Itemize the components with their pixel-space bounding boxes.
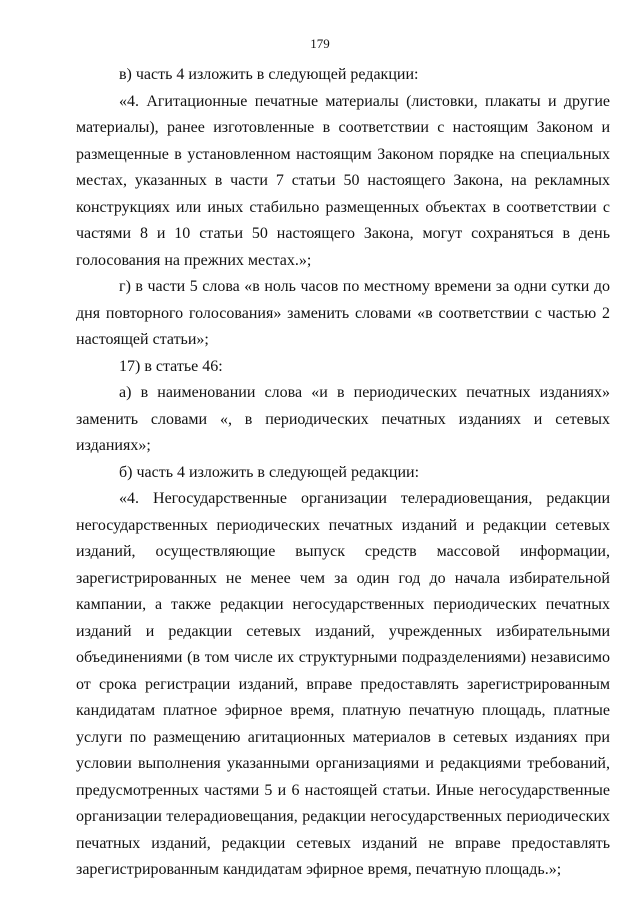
document-body: [76, 62, 610, 884]
paragraph-item-b: б) часть 4 изложить в следующей редакции:: [119, 463, 420, 481]
paragraph-item-v: в) часть 4 изложить в следующей редакции:: [119, 66, 419, 83]
paragraph-quote-part-4-organizations: «4. Негосударственные организации телерадиовещания, редакции негосударственных периодических печатных изданий и редакции сетевых изданий, осуществляющие выпуск средств массовой информации, зарегистрированных не менее чем за один год до начала избирательной кампании, а также редакции негосударственных периодических печатных изданий и редакции сетевых изданий, учрежденных избирательными объединениями (в том числе их структурными подразделениями) независимо от срока регистрации изданий, вправе предоставлять зарегистрированным кандидатам платное эфирное время, платную печатную площадь, платные услуги по размещению агитационных материалов в сетевых изданиях при условии выполнения указанными организациями и редакциями требований, предусмотренных частями 5 и 6 настоящей статьи. Иные негосударственные организации телерадиовещания, редакции негосударственных периодических печатных изданий, редакции сетевых изданий не вправе предоставлять зарегистрированным кандидатам эфирное время, печатную площадь.»;: [76, 490, 610, 878]
paragraph-quote-part-4-materials: «4. Агитационные печатные материалы (листовки, плакаты и другие материалы), ранее изготовленные в соответствии с настоящим Законом и размещенные в установленном настоящим Законом порядке на специальных местах, указанных в части 7 статьи 50 настоящего Закона, на рекламных конструкциях или иных стабильно размещенных объектах в соответствии с частями 8 и 10 статьи 50 настоящего Закона, могут сохраняться в день голосования на прежних местах.»;: [76, 92, 610, 269]
paragraph-item-a: а) в наименовании слова «и в периодических печатных изданиях» заменить словами «, в периодических печатных изданиях и сетевых изданиях»;: [76, 384, 610, 454]
paragraph-item-g: г) в части 5 слова «в ноль часов по местному времени за одни сутки до дня повторного голосования» заменить словами «в соответствии с частью 2 настоящей статьи»;: [76, 278, 610, 348]
page-number: 179: [310, 36, 330, 51]
paragraph-item-17: 17) в статье 46:: [119, 357, 223, 375]
